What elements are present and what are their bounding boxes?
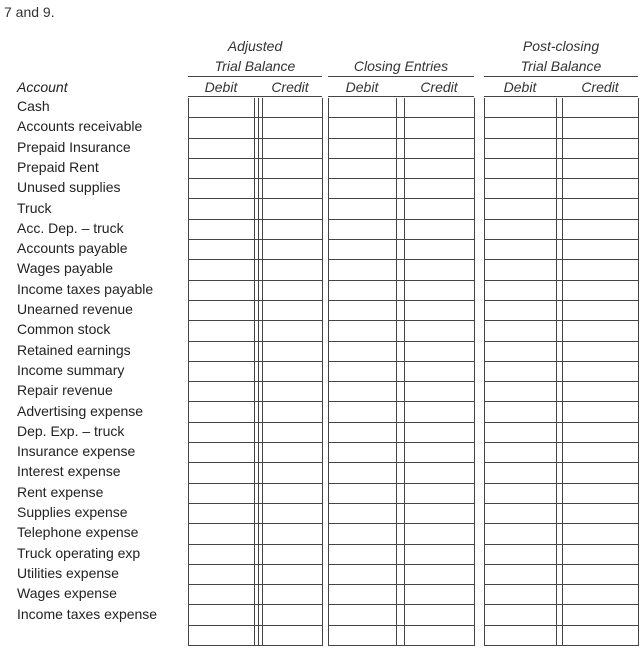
table-row[interactable] (484, 200, 638, 220)
table-row[interactable] (188, 240, 322, 260)
account-label: Prepaid Insurance (17, 138, 131, 155)
table-row[interactable] (188, 98, 322, 118)
column-adjusted-debit: Debit (204, 79, 238, 95)
table-row[interactable] (188, 585, 322, 605)
table-row[interactable] (328, 443, 474, 463)
table-row[interactable] (328, 301, 474, 321)
table-row[interactable] (188, 200, 322, 220)
column-divider (556, 98, 557, 646)
table-row[interactable] (188, 342, 322, 362)
column-postclosing-debit: Debit (503, 79, 537, 95)
account-column-header: Account (17, 79, 68, 95)
table-row-blank[interactable] (188, 626, 322, 646)
table-row[interactable] (484, 260, 638, 280)
column-divider (404, 98, 405, 646)
table-row[interactable] (328, 98, 474, 118)
table-row[interactable] (484, 504, 638, 524)
table-row[interactable] (328, 281, 474, 301)
account-label: Wages payable (17, 260, 113, 277)
table-row[interactable] (188, 260, 322, 280)
account-label: Telephone expense (17, 524, 139, 541)
table-row[interactable] (188, 524, 322, 544)
columns-header-underline-1 (188, 96, 322, 97)
table-row[interactable] (328, 524, 474, 544)
table-row[interactable] (328, 139, 474, 159)
table-row[interactable] (188, 504, 322, 524)
table-row[interactable] (188, 281, 322, 301)
table-row[interactable] (328, 565, 474, 585)
table-row[interactable] (328, 220, 474, 240)
table-row[interactable] (484, 98, 638, 118)
account-label: Wages expense (17, 585, 117, 602)
table-row[interactable] (484, 159, 638, 179)
account-label: Dep. Exp. – truck (17, 422, 125, 439)
account-label: Retained earnings (17, 341, 131, 358)
table-row[interactable] (188, 463, 322, 483)
table-row[interactable] (484, 423, 638, 443)
table-row[interactable] (328, 585, 474, 605)
table-row[interactable] (188, 159, 322, 179)
columns-header-underline-3 (484, 96, 638, 97)
table-row[interactable] (328, 321, 474, 341)
account-label: Unused supplies (17, 179, 121, 196)
group-adjusted-line2: Trial Balance (214, 58, 296, 74)
account-label: Advertising expense (17, 402, 144, 419)
table-row[interactable] (328, 463, 474, 483)
table-row[interactable] (328, 200, 474, 220)
table-row[interactable] (188, 179, 322, 199)
account-label: Accounts payable (17, 240, 128, 257)
page-heading: 7 and 9. (4, 4, 55, 20)
table-row[interactable] (484, 240, 638, 260)
table-row[interactable] (328, 484, 474, 504)
account-label: Prepaid Rent (17, 158, 99, 175)
table-row[interactable] (188, 362, 322, 382)
table-row[interactable] (188, 545, 322, 565)
group-adjusted-underline (188, 76, 322, 77)
table-row[interactable] (188, 423, 322, 443)
column-divider (262, 98, 263, 646)
table-row[interactable] (328, 423, 474, 443)
account-label: Supplies expense (17, 504, 128, 520)
table-row[interactable] (328, 504, 474, 524)
table-row[interactable] (484, 179, 638, 199)
table-row[interactable] (484, 281, 638, 301)
table-row[interactable] (188, 301, 322, 321)
group-postclosing-line2: Trial Balance (520, 58, 602, 74)
table-row[interactable] (188, 565, 322, 585)
group-closing-underline (328, 76, 474, 77)
columns-header-underline-2 (328, 96, 474, 97)
table-row[interactable] (484, 220, 638, 240)
table-row[interactable] (328, 606, 474, 626)
column-divider (638, 98, 639, 646)
account-label: Income taxes expense (17, 605, 158, 622)
table-row[interactable] (328, 362, 474, 382)
column-closing-debit: Debit (345, 79, 379, 95)
table-row[interactable] (188, 484, 322, 504)
table-row[interactable] (484, 443, 638, 463)
column-postclosing-credit: Credit (581, 79, 619, 95)
table-row[interactable] (484, 524, 638, 544)
table-row-blank[interactable] (328, 626, 474, 646)
column-divider (562, 98, 563, 646)
account-label: Unearned revenue (17, 301, 133, 317)
table-row[interactable] (188, 321, 322, 341)
table-row[interactable] (188, 382, 322, 402)
table-row[interactable] (484, 606, 638, 626)
column-divider (474, 98, 475, 646)
column-divider (254, 98, 255, 646)
table-row[interactable] (484, 545, 638, 565)
group-closing-line2: Closing Entries (353, 58, 449, 74)
table-row[interactable] (328, 403, 474, 423)
account-label: Common stock (17, 321, 111, 338)
column-divider (188, 98, 189, 646)
column-divider (396, 98, 397, 646)
table-row[interactable] (484, 403, 638, 423)
account-label: Truck operating exp (17, 544, 141, 561)
table-row[interactable] (484, 565, 638, 585)
column-divider (484, 98, 485, 646)
account-label: Accounts receivable (17, 118, 143, 135)
column-closing-credit: Credit (420, 79, 458, 95)
account-label: Interest expense (17, 463, 121, 480)
column-adjusted-credit: Credit (271, 79, 309, 95)
table-row[interactable] (188, 139, 322, 159)
account-label: Income taxes payable (17, 280, 154, 297)
account-label: Repair revenue (17, 382, 113, 399)
table-row-blank[interactable] (484, 626, 638, 646)
account-label: Rent expense (17, 483, 104, 500)
table-row[interactable] (328, 118, 474, 138)
table-row[interactable] (328, 260, 474, 280)
account-label: Acc. Dep. – truck (17, 219, 124, 236)
table-row[interactable] (188, 118, 322, 138)
table-row[interactable] (328, 382, 474, 402)
table-row[interactable] (484, 342, 638, 362)
account-label: Cash (17, 98, 50, 114)
column-divider (322, 98, 323, 646)
table-row[interactable] (484, 585, 638, 605)
account-label: Insurance expense (17, 443, 136, 460)
table-row[interactable] (328, 179, 474, 199)
table-row[interactable] (484, 321, 638, 341)
table-row[interactable] (484, 362, 638, 382)
table-row[interactable] (484, 382, 638, 402)
table-row[interactable] (188, 220, 322, 240)
table-row[interactable] (188, 606, 322, 626)
table-row[interactable] (328, 159, 474, 179)
group-adjusted-line1: Adjusted (227, 38, 283, 54)
column-divider (328, 98, 329, 646)
group-postclosing-underline (484, 76, 638, 77)
group-postclosing-line1: Post-closing (522, 38, 600, 54)
table-row[interactable] (328, 545, 474, 565)
table-row[interactable] (328, 342, 474, 362)
account-label: Utilities expense (17, 564, 119, 581)
table-row[interactable] (484, 484, 638, 504)
table-row[interactable] (484, 463, 638, 483)
table-row[interactable] (188, 403, 322, 423)
column-divider (258, 98, 259, 646)
table-row[interactable] (188, 443, 322, 463)
table-row[interactable] (328, 240, 474, 260)
account-label: Income summary (17, 361, 125, 378)
table-row[interactable] (484, 139, 638, 159)
account-label: Truck (17, 199, 52, 216)
table-row[interactable] (484, 301, 638, 321)
table-row[interactable] (484, 118, 638, 138)
